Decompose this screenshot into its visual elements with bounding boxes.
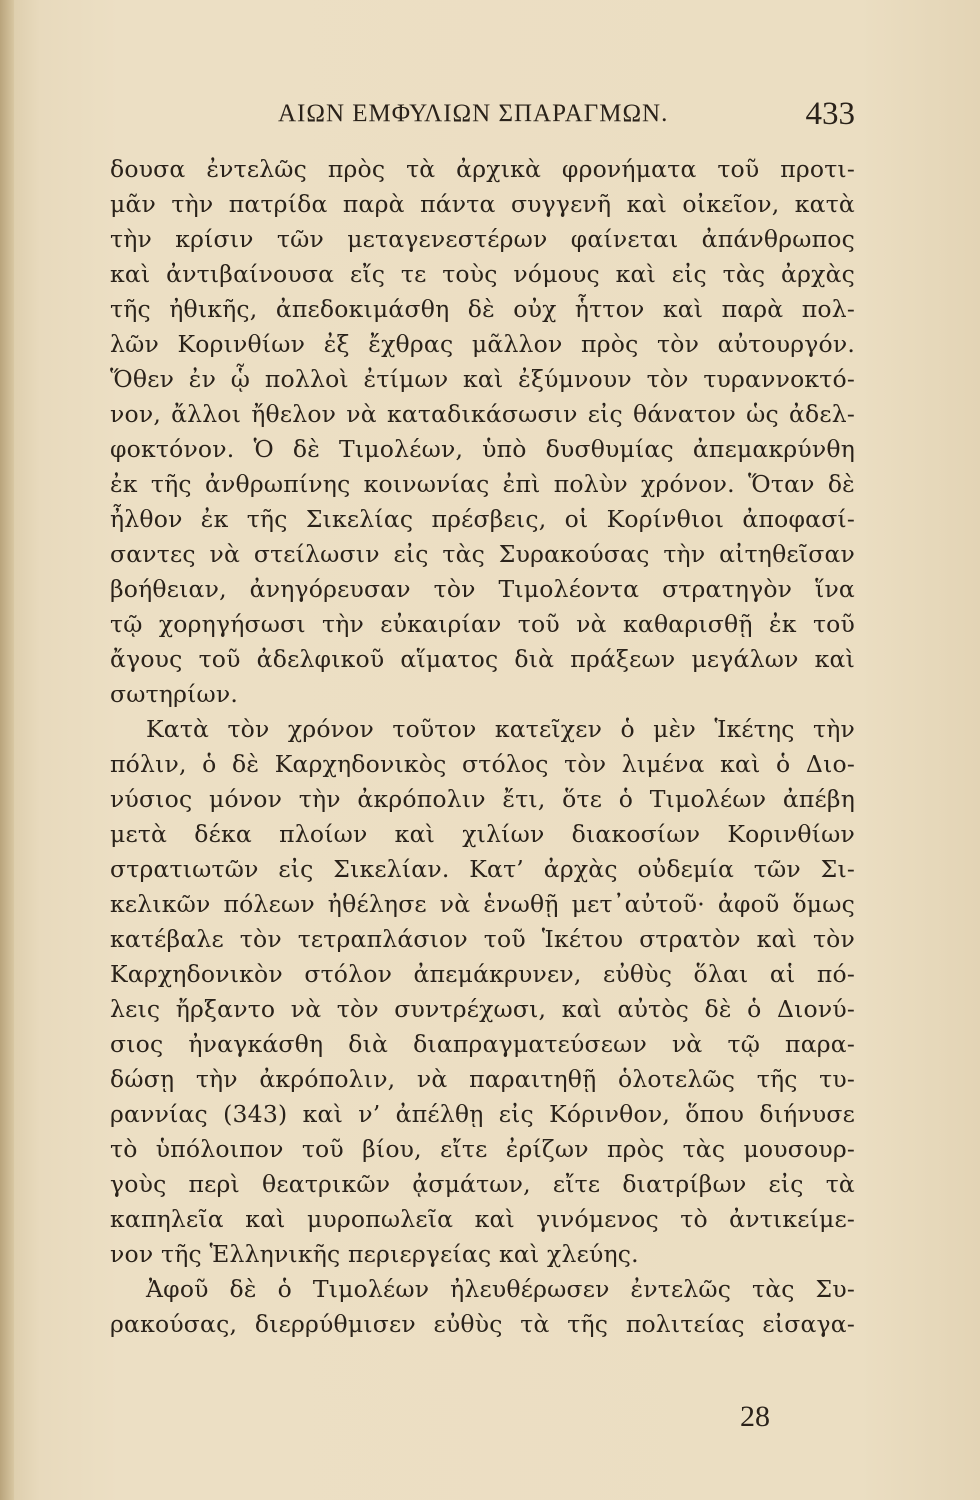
text-line: Ὅθεν ἐν ᾧ πολλοὶ ἐτίμων καὶ ἐξύμνουν τὸν τυραννοκτό-: [110, 365, 855, 393]
text-line: κελικῶν πόλεων ἠθέλησε νὰ ἑνωθῇ μετ᾽αὐτοῦ· ἀφοῦ ὅμως: [110, 890, 855, 918]
text-line: νύσιος μόνον τὴν ἀκρόπολιν ἔτι, ὅτε ὁ Τιμολέων ἀπέβη: [110, 785, 855, 813]
page-number: 433: [805, 96, 855, 132]
text-line: τὴν κρίσιν τῶν μεταγενεστέρων φαίνεται ἀπάνθρωπος: [110, 225, 855, 253]
text-line: δουσα ἐντελῶς πρὸς τὰ ἀρχικὰ φρονήματα τοῦ προτι-: [110, 155, 855, 183]
text-line: λῶν Κορινθίων ἐξ ἔχθρας μᾶλλον πρὸς τὸν αὐτουργόν.: [110, 330, 855, 358]
text-line: Ἀφοῦ δὲ ὁ Τιμολέων ἠλευθέρωσεν ἐντελῶς τὰς Συ-: [146, 1275, 855, 1303]
text-line: σαντες νὰ στείλωσιν εἰς τὰς Συρακούσας τὴν αἰτηθεῖσαν: [110, 540, 855, 568]
text-line: κατέβαλε τὸν τετραπλάσιον τοῦ Ἱκέτου στρατὸν καὶ τὸν: [110, 925, 855, 953]
page-header: [110, 96, 855, 148]
text-line: καὶ ἀντιβαίνουσα εἴς τε τοὺς νόμους καὶ εἰς τὰς ἀρχὰς: [110, 260, 855, 288]
text-line: ραννίας (343) καὶ ν’ ἀπέλθῃ εἰς Κόρινθον, ὅπου διήνυσε: [110, 1100, 855, 1128]
text-line: τῷ χορηγήσωσι τὴν εὐκαιρίαν τοῦ νὰ καθαρισθῇ ἐκ τοῦ: [110, 610, 855, 638]
text-line: ἐκ τῆς ἀνθρωπίνης κοινωνίας ἐπὶ πολὺν χρόνον. Ὅταν δὲ: [110, 470, 855, 498]
text-line: μᾶν τὴν πατρίδα παρὰ πάντα συγγενῆ καὶ οἰκεῖον, κατὰ: [110, 190, 855, 218]
text-line: λεις ἤρξαντο νὰ τὸν συντρέχωσι, καὶ αὐτὸς δὲ ὁ Διονύ-: [110, 995, 855, 1023]
body-text: [110, 152, 855, 1342]
text-line: βοήθειαν, ἀνηγόρευσαν τὸν Τιμολέοντα στρατηγὸν ἵνα: [110, 575, 855, 603]
text-line: πόλιν, ὁ δὲ Καρχηδονικὸς στόλος τὸν λιμένα καὶ ὁ Διο-: [110, 750, 855, 778]
page-binding-edge: [0, 0, 14, 1500]
text-line: νον, ἄλλοι ἤθελον νὰ καταδικάσωσιν εἰς θάνατον ὡς ἀδελ-: [110, 400, 855, 428]
text-line: τῆς ἠθικῆς, ἀπεδοκιμάσθη δὲ οὐχ ἧττον καὶ παρὰ πολ-: [110, 295, 855, 323]
text-line: καπηλεῖα καὶ μυροπωλεῖα καὶ γινόμενος τὸ ἀντικείμε-: [110, 1205, 855, 1233]
text-line: σωτηρίων.: [110, 680, 239, 708]
text-line: τὸ ὑπόλοιπον τοῦ βίου, εἴτε ἐρίζων πρὸς τὰς μουσουρ-: [110, 1135, 855, 1163]
text-line: μετὰ δέκα πλοίων καὶ χιλίων διακοσίων Κορινθίων: [110, 820, 855, 848]
text-line: Κατὰ τὸν χρόνον τοῦτον κατεῖχεν ὁ μὲν Ἱκέτης τὴν: [146, 715, 855, 743]
text-line: φοκτόνον. Ὁ δὲ Τιμολέων, ὑπὸ δυσθυμίας ἀπεμακρύνθη: [110, 435, 855, 463]
text-line: ρακούσας, διερρύθμισεν εὐθὺς τὰ τῆς πολιτείας εἰσαγα-: [110, 1310, 855, 1338]
text-line: σιος ἠναγκάσθη διὰ διαπραγματεύσεων νὰ τῷ παρα-: [110, 1030, 855, 1058]
running-title: ΑΙΩΝ ΕΜΦΥΛΙΩΝ ΣΠΑΡΑΓΜΩΝ.: [278, 100, 669, 127]
signature-mark: 28: [740, 1400, 770, 1433]
text-line: Καρχηδονικὸν στόλον ἀπεμάκρυνεν, εὐθὺς ὅλαι αἱ πό-: [110, 960, 855, 988]
text-line: ἄγους τοῦ ἀδελφικοῦ αἵματος διὰ πράξεων μεγάλων καὶ: [110, 645, 855, 673]
text-line: δώσῃ τὴν ἀκρόπολιν, νὰ παραιτηθῇ ὁλοτελῶς τῆς τυ-: [110, 1065, 855, 1093]
text-line: στρατιωτῶν εἰς Σικελίαν. Κατ’ ἀρχὰς οὐδεμία τῶν Σι-: [110, 855, 855, 883]
text-line: γοὺς περὶ θεατρικῶν ᾀσμάτων, εἴτε διατρίβων εἰς τὰ: [110, 1170, 855, 1198]
text-line: ἦλθον ἐκ τῆς Σικελίας πρέσβεις, οἱ Κορίνθιοι ἀποφασί-: [110, 505, 855, 533]
text-line: νον τῆς Ἑλληνικῆς περιεργείας καὶ χλεύης.: [110, 1240, 639, 1268]
